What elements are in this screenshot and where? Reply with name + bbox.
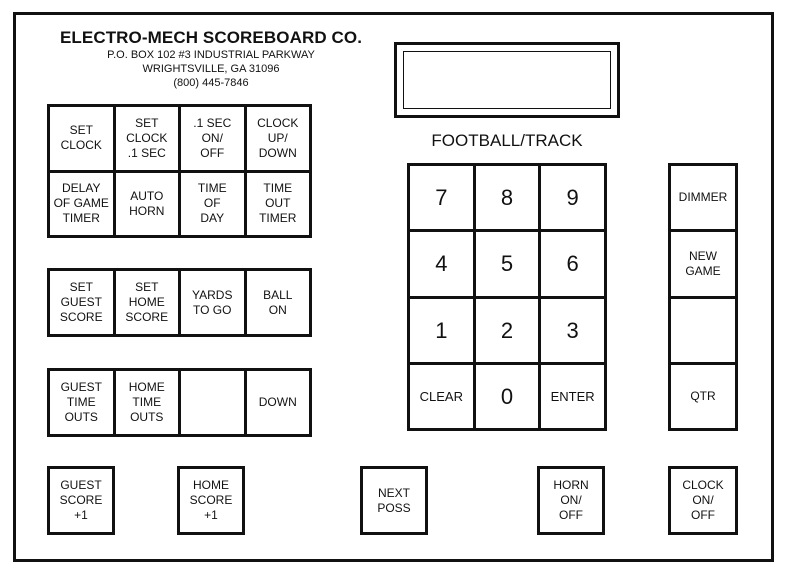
set-home-score-key[interactable]: SET HOME SCORE: [116, 271, 179, 334]
lcd-display: [394, 42, 620, 118]
timeout-keys-group: [47, 368, 312, 437]
guest-time-outs-key[interactable]: GUEST TIME OUTS: [50, 371, 113, 434]
key-1[interactable]: 1: [410, 299, 473, 362]
yards-to-go-key[interactable]: YARDS TO GO: [181, 271, 244, 334]
home-score-plus-one-key[interactable]: HOME SCORE +1: [177, 466, 245, 535]
blank-key[interactable]: [181, 371, 244, 434]
guest-score-plus-one-key[interactable]: GUEST SCORE +1: [47, 466, 115, 535]
dimmer-key[interactable]: DIMMER: [671, 166, 735, 229]
company-header: [46, 28, 376, 90]
key-5[interactable]: 5: [476, 232, 539, 295]
company-phone: (800) 445-7846: [173, 77, 249, 89]
ball-on-key[interactable]: BALL ON: [247, 271, 310, 334]
tenth-second-onoff-key[interactable]: .1 SEC ON/ OFF: [181, 107, 244, 170]
horn-onoff-key[interactable]: HORN ON/ OFF: [537, 466, 605, 535]
numeric-keypad: [407, 163, 607, 431]
new-game-key[interactable]: NEW GAME: [671, 232, 735, 295]
time-out-timer-key[interactable]: TIME OUT TIMER: [247, 173, 310, 236]
side-keys-group: [668, 163, 738, 431]
key-3[interactable]: 3: [541, 299, 604, 362]
clock-onoff-key[interactable]: CLOCK ON/ OFF: [668, 466, 738, 535]
key-8[interactable]: 8: [476, 166, 539, 229]
auto-horn-key[interactable]: AUTO HORN: [116, 173, 179, 236]
clear-key[interactable]: CLEAR: [410, 365, 473, 428]
set-clock-key[interactable]: SET CLOCK: [50, 107, 113, 170]
set-guest-score-key[interactable]: SET GUEST SCORE: [50, 271, 113, 334]
clock-up-down-key[interactable]: CLOCK UP/ DOWN: [247, 107, 310, 170]
key-9[interactable]: 9: [541, 166, 604, 229]
qtr-key[interactable]: QTR: [671, 365, 735, 428]
next-possession-key[interactable]: NEXT POSS: [360, 466, 428, 535]
company-address-1: P.O. BOX 102 #3 INDUSTRIAL PARKWAY: [107, 49, 315, 61]
company-address-2: WRIGHTSVILLE, GA 31096: [142, 63, 280, 75]
lcd-display-screen: [403, 51, 611, 109]
blank-side-key[interactable]: [671, 299, 735, 362]
key-4[interactable]: 4: [410, 232, 473, 295]
key-0[interactable]: 0: [476, 365, 539, 428]
enter-key[interactable]: ENTER: [541, 365, 604, 428]
clock-keys-group: [47, 104, 312, 238]
key-7[interactable]: 7: [410, 166, 473, 229]
delay-of-game-timer-key[interactable]: DELAY OF GAME TIMER: [50, 173, 113, 236]
down-key[interactable]: DOWN: [247, 371, 310, 434]
set-clock-tenth-key[interactable]: SET CLOCK .1 SEC: [116, 107, 179, 170]
home-time-outs-key[interactable]: HOME TIME OUTS: [116, 371, 179, 434]
time-of-day-key[interactable]: TIME OF DAY: [181, 173, 244, 236]
score-keys-group: [47, 268, 312, 337]
key-2[interactable]: 2: [476, 299, 539, 362]
mode-title: FOOTBALL/TRACK: [431, 131, 583, 150]
company-name: ELECTRO-MECH SCOREBOARD CO.: [59, 28, 363, 47]
key-6[interactable]: 6: [541, 232, 604, 295]
